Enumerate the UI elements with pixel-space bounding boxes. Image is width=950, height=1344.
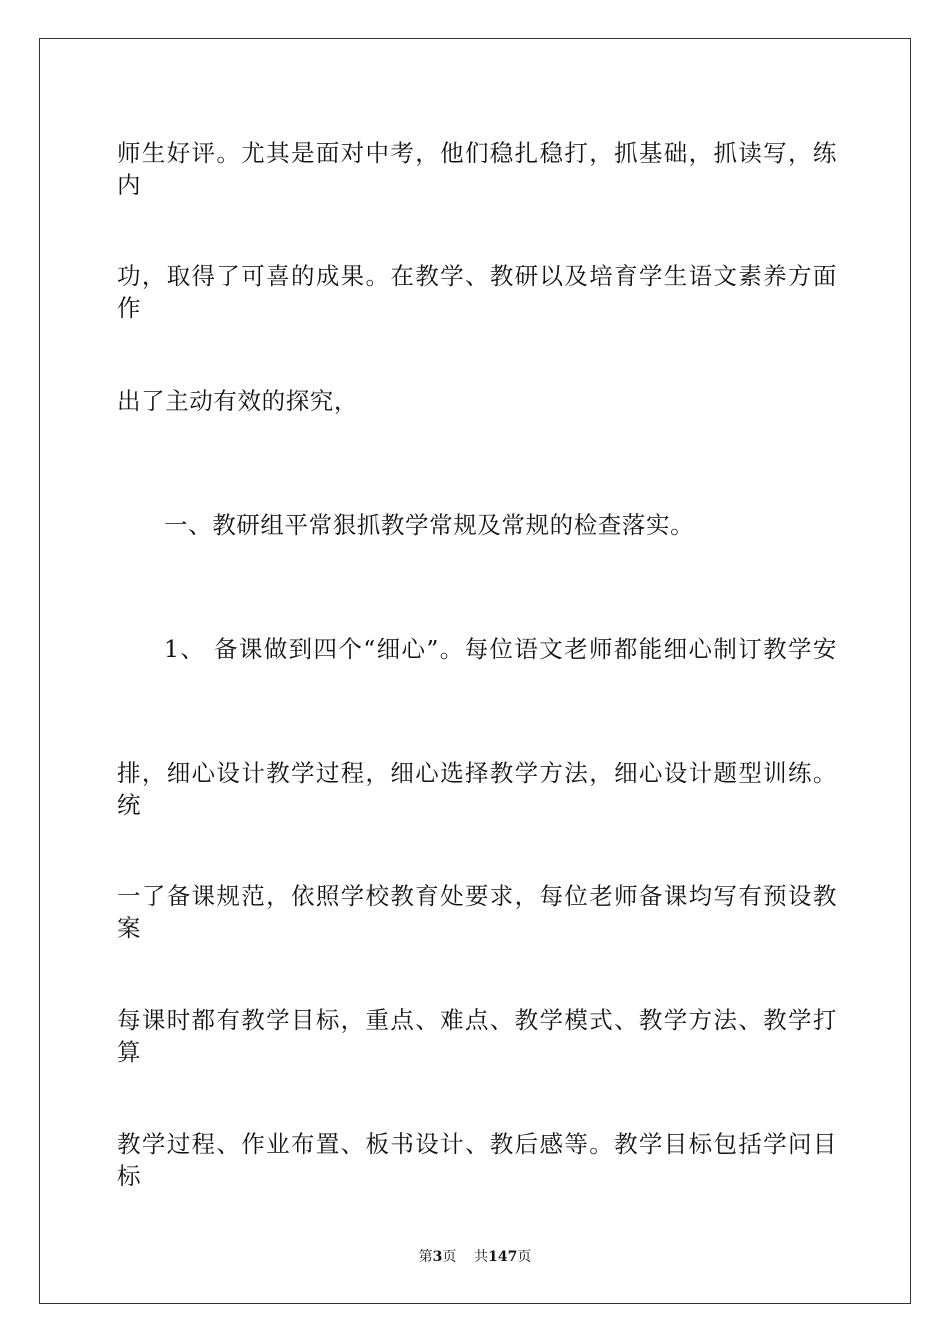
text-line: 一了备课规范，依照学校教育处要求，每位老师备课均写有预设教案 xyxy=(117,882,837,942)
page-footer xyxy=(0,1248,950,1266)
footer-suffix: 页 xyxy=(517,1249,532,1265)
footer-middle: 页 共 xyxy=(442,1249,489,1265)
section-heading: 一、教研组平常狠抓教学常规及常规的检查落实。 xyxy=(164,511,695,539)
text-line: 师生好评。尤其是面对中考，他们稳扎稳打，抓基础，抓读写，练内 xyxy=(117,139,837,199)
text-line: 排，细心设计教学过程，细心选择教学方法，细心设计题型训练。统 xyxy=(117,759,837,819)
current-page-number: 3 xyxy=(432,1249,443,1265)
text-line: 每课时都有教学目标，重点、难点、教学模式、教学方法、教学打算 xyxy=(117,1006,837,1066)
text-line: 1、 备课做到四个“细心”。每位语文老师都能细心制订教学安 xyxy=(164,635,837,663)
text-line: 教学过程、作业布置、板书设计、教后感等。教学目标包括学问目标 xyxy=(117,1130,837,1190)
page-frame xyxy=(39,38,911,1304)
text-line: 功，取得了可喜的成果。在教学、教研以及培育学生语文素养方面作 xyxy=(117,262,837,322)
text-line: 出了主动有效的探究， xyxy=(117,387,358,415)
total-page-number: 147 xyxy=(488,1249,518,1265)
footer-prefix: 第 xyxy=(418,1249,433,1265)
